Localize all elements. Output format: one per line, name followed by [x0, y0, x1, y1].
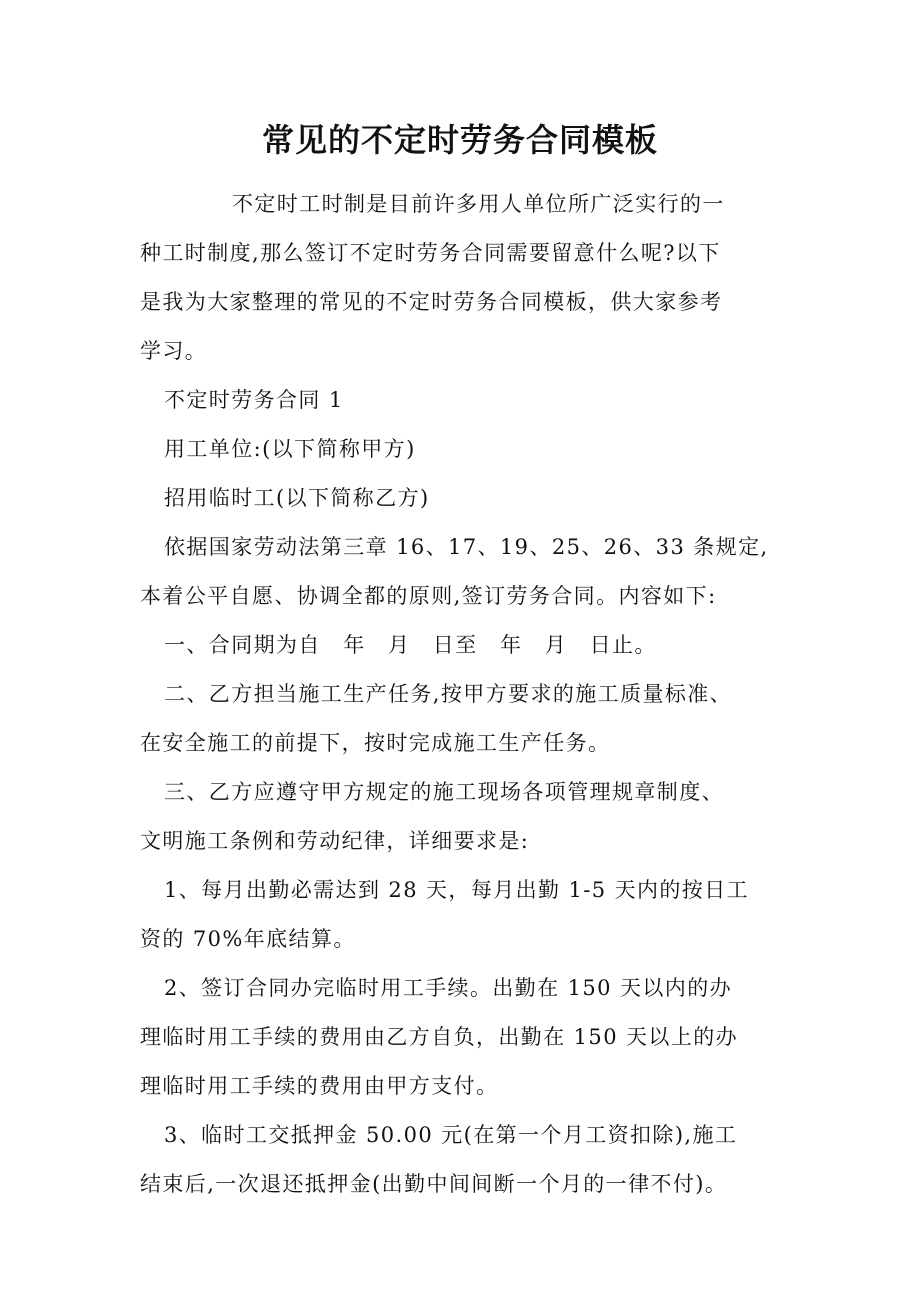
intro-line: 学习。: [140, 339, 208, 363]
employee-line: [140, 474, 790, 523]
clause-3-line: 文明施工条例和劳动纪律，详细要求是:: [140, 829, 530, 853]
document-body: [140, 180, 790, 1209]
employee-line-text: 招用临时工(以下简称乙方): [164, 486, 430, 510]
item-2-line: 2、签订合同办完临时用工手续。出勤在 150 天以内的办: [164, 976, 732, 1000]
item-3-line: 结束后,一次退还抵押金(出勤中间间断一个月的一律不付)。: [140, 1172, 728, 1196]
clause-3: [140, 768, 790, 866]
intro-line: 种工时制度,那么签订不定时劳务合同需要留意什么呢?以下: [140, 241, 721, 265]
contract-heading-text: 不定时劳务合同 1: [164, 388, 344, 412]
basis-line: 依据国家劳动法第三章 16、17、19、25、26、33 条规定,: [164, 535, 769, 559]
intro-line: 不定时工时制是目前许多用人单位所广泛实行的一: [232, 192, 725, 216]
clause-2-line: 在安全施工的前提下，按时完成施工生产任务。: [140, 731, 611, 755]
clause-1-text: 一、合同期为自 年 月 日至 年 月 日止。: [164, 633, 657, 657]
clause-2-line: 二、乙方担当施工生产任务,按甲方要求的施工质量标准、: [164, 682, 733, 706]
basis-paragraph: [140, 523, 790, 621]
employer-line-text: 用工单位:(以下简称甲方): [164, 437, 416, 461]
intro-line: 是我为大家整理的常见的不定时劳务合同模板，供大家参考: [140, 290, 723, 314]
item-2-line: 理临时用工手续的费用由甲方支付。: [140, 1074, 499, 1098]
basis-line: 本着公平自愿、协调全都的原则,签订劳务合同。内容如下:: [140, 584, 717, 608]
item-2-line: 理临时用工手续的费用由乙方自负，出勤在 150 天以上的办: [140, 1025, 739, 1049]
clause-2: [140, 670, 790, 768]
intro-paragraph: [140, 180, 790, 376]
item-1-line: 1、每月出勤必需达到 28 天，每月出勤 1-5 天内的按日工: [164, 878, 749, 902]
clause-1: [140, 621, 790, 670]
item-1: [140, 866, 790, 964]
clause-3-line: 三、乙方应遵守甲方规定的施工现场各项管理规章制度、: [164, 780, 724, 804]
item-1-line: 资的 70%年底结算。: [140, 927, 356, 951]
item-2: [140, 964, 790, 1111]
item-3-line: 3、临时工交抵押金 50.00 元(在第一个月工资扣除),施工: [164, 1123, 738, 1147]
employer-line: [140, 425, 790, 474]
contract-heading: [140, 376, 790, 425]
item-3: [140, 1111, 790, 1209]
document-title: 常见的不定时劳务合同模板: [261, 121, 658, 159]
